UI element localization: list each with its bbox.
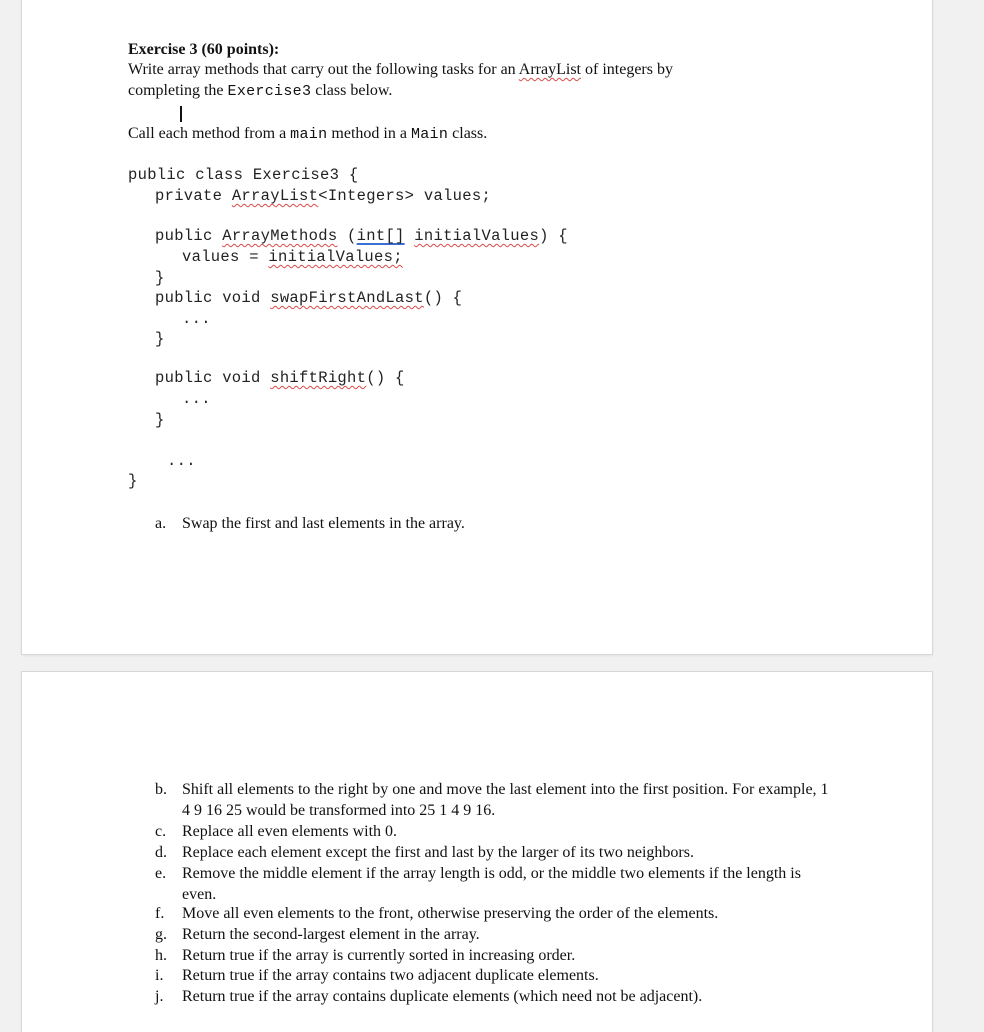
code-line <box>155 186 491 206</box>
call-text: method in a <box>327 125 411 142</box>
task-text: Shift all elements to the right by one and move the last element into the first position. For example, 1 4 9 16 25 would be transformed into 25 1 4 9 16. <box>182 781 829 819</box>
code-token <box>405 227 415 245</box>
code-line: ... <box>182 390 211 408</box>
task-item <box>155 514 855 536</box>
code-line <box>155 288 462 308</box>
task-text: Return true if the array contains duplicate elements (which need not be adjacent). <box>182 988 703 1005</box>
call-text: Call each method from a <box>128 125 291 142</box>
document-page-2 <box>22 672 932 1032</box>
code-token-shift-method: shiftRight <box>270 369 367 387</box>
code-line: } <box>155 411 165 429</box>
code-line: ... <box>167 452 196 470</box>
intro-text: of integers by <box>581 61 673 78</box>
task-text: Remove the middle element if the array length is odd, or the middle two elements if the length is even. <box>182 865 801 903</box>
code-token-constructor: ArrayMethods <box>222 227 338 245</box>
intro-text: class below. <box>311 82 393 99</box>
call-instruction <box>128 124 487 145</box>
code-token-swap-method: swapFirstAndLast <box>270 289 424 307</box>
task-marker: b. <box>155 781 167 798</box>
task-item <box>155 822 835 843</box>
task-item <box>155 904 835 925</box>
task-marker: a. <box>155 515 167 532</box>
code-line <box>155 226 568 246</box>
code-token: private <box>155 187 232 205</box>
code-token: public void <box>155 369 271 387</box>
task-item <box>155 946 835 967</box>
code-token-param: initialValues <box>414 227 540 245</box>
class-name-inline: Exercise3 <box>227 83 312 100</box>
task-marker: g. <box>155 926 167 943</box>
task-marker: j. <box>155 988 164 1005</box>
code-token-int-array: int[] <box>356 227 405 245</box>
intro-text: completing the <box>128 82 228 99</box>
task-item <box>155 864 835 906</box>
task-text: Move all even elements to the front, otherwise preserving the order of the elements. <box>182 905 719 922</box>
text-cursor <box>180 106 182 122</box>
intro-text: Write array methods that carry out the following tasks for an <box>128 61 519 78</box>
task-marker: f. <box>155 905 165 922</box>
code-line: } <box>155 269 165 287</box>
document-page-1 <box>22 0 932 654</box>
code-token: values = <box>182 248 269 266</box>
intro-line-2 <box>128 81 392 102</box>
arraylist-word: ArrayList <box>518 61 581 78</box>
task-item <box>155 987 835 1008</box>
task-text: Replace each element except the first and last by the larger of its two neighbors. <box>182 844 694 861</box>
task-item <box>155 925 835 946</box>
task-item <box>155 780 835 822</box>
code-line <box>182 247 403 267</box>
task-item <box>155 966 835 987</box>
code-token-initial-values: initialValues; <box>268 248 403 266</box>
code-token-arraylist: ArrayList <box>231 187 319 205</box>
code-token: ) { <box>539 227 568 245</box>
task-marker: d. <box>155 844 167 861</box>
task-item <box>155 843 835 864</box>
intro-line-1 <box>128 60 673 80</box>
task-text: Return true if the array contains two adjacent duplicate elements. <box>182 967 599 984</box>
task-text: Return true if the array is currently sorted in increasing order. <box>182 947 576 964</box>
main-class-inline: Main <box>410 126 449 143</box>
code-line: } <box>128 472 138 490</box>
code-token: public <box>155 227 223 245</box>
task-marker: c. <box>155 823 167 840</box>
main-method-inline: main <box>290 126 328 143</box>
exercise-title: Exercise 3 (60 points): <box>128 41 280 58</box>
call-text: class. <box>448 125 488 142</box>
task-text: Return the second-largest element in the array. <box>182 926 480 943</box>
task-marker: e. <box>155 865 167 882</box>
task-text: Swap the first and last elements in the array. <box>182 515 465 532</box>
code-line: } <box>155 330 165 348</box>
code-line: ... <box>182 310 211 328</box>
task-marker: i. <box>155 967 164 984</box>
task-marker: h. <box>155 947 167 964</box>
code-line: public class Exercise3 { <box>128 166 359 184</box>
code-token: ( <box>337 227 357 245</box>
code-token: () { <box>366 369 405 387</box>
code-line <box>155 368 405 388</box>
code-token: () { <box>423 289 463 307</box>
code-token: <Integers> values; <box>318 187 492 205</box>
task-text: Replace all even elements with 0. <box>182 823 398 840</box>
code-token: public void <box>155 289 271 307</box>
